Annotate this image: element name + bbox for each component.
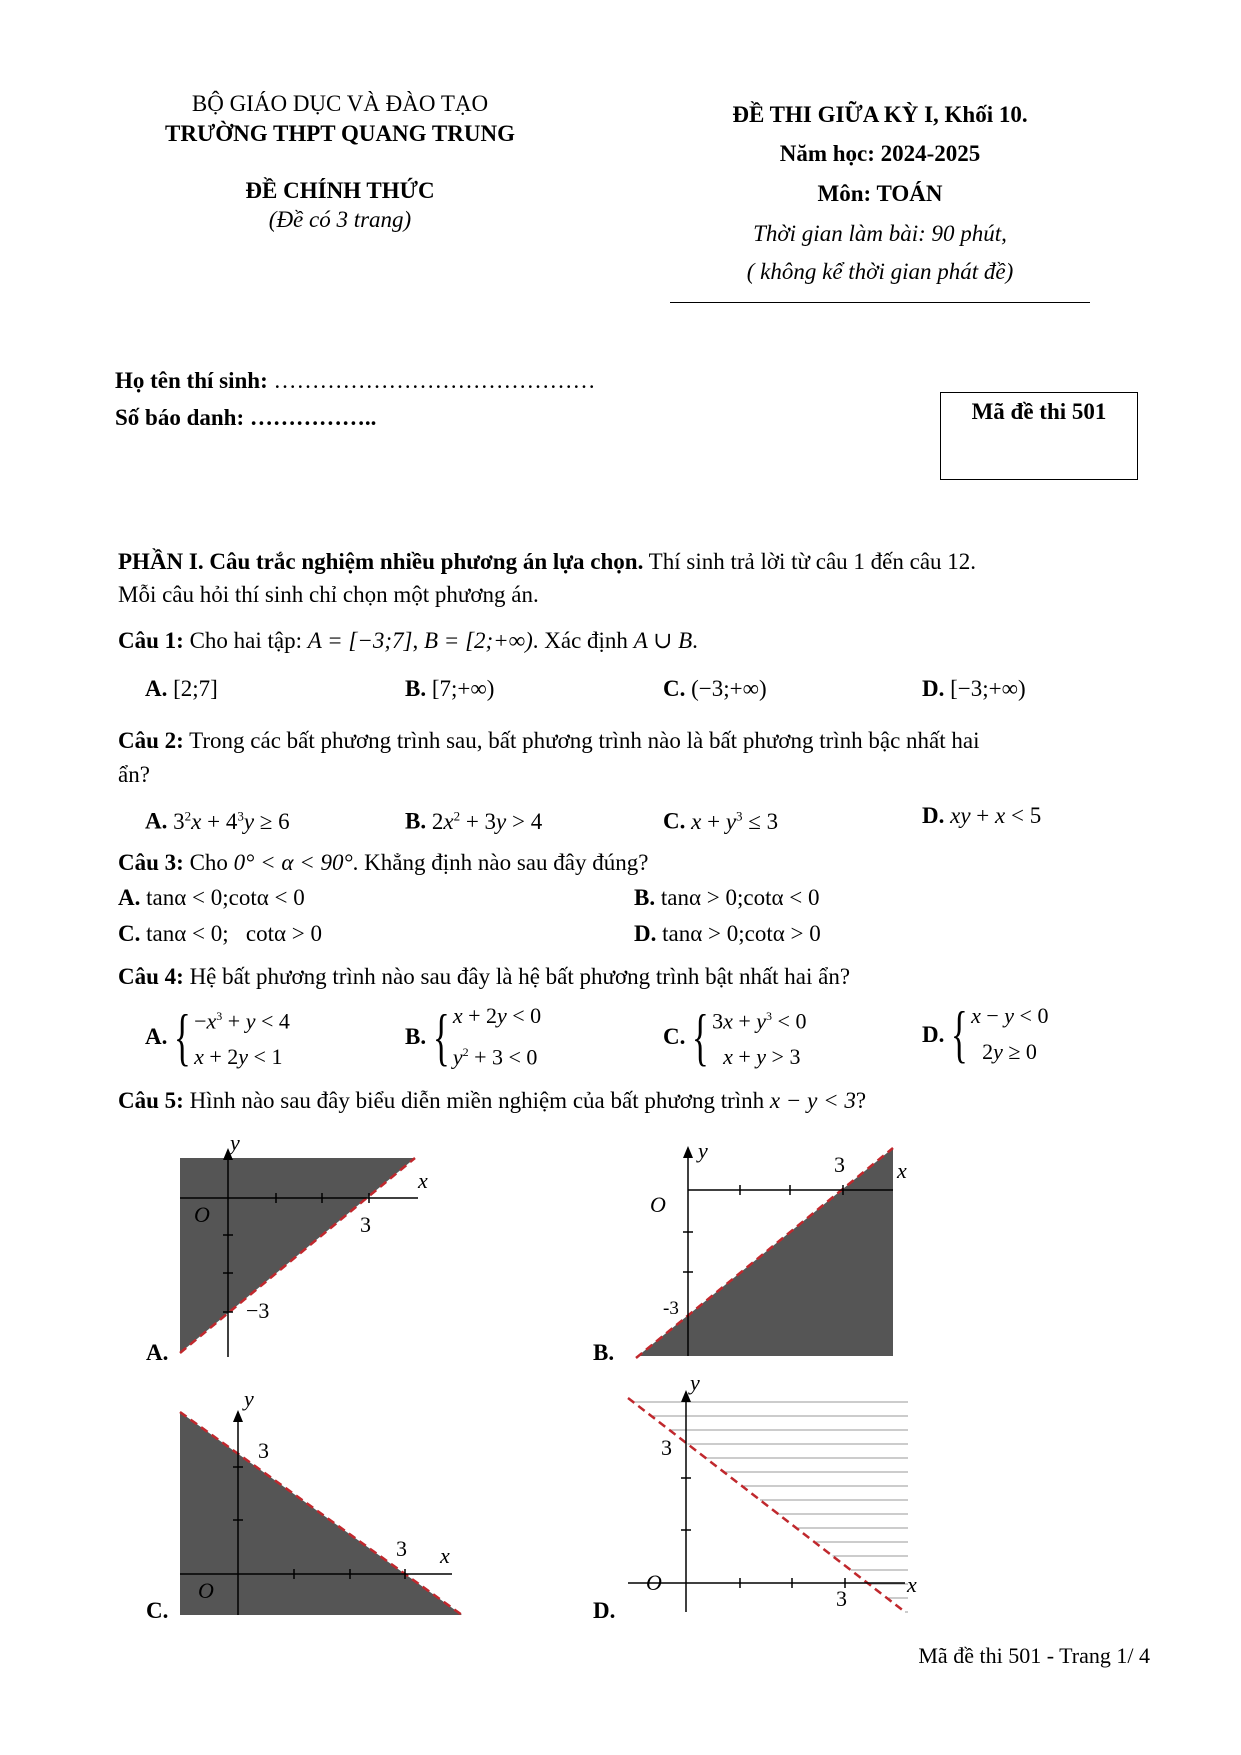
option-text: { $3x + y^3 < 0$ x + y > 3	[692, 1000, 807, 1072]
graph-c-y-arrow	[233, 1410, 243, 1422]
inequality: x − y < 3	[769, 1088, 856, 1113]
student-name-label: Họ tên thí sinh:	[115, 368, 268, 393]
option-letter: D.	[922, 1021, 945, 1047]
graph-c-x-label: x	[440, 1543, 450, 1568]
option-letter: B.	[405, 676, 427, 701]
graph-c-letter: C.	[146, 1598, 169, 1623]
graph-c-tick-3: 3	[258, 1438, 269, 1463]
question-3-label: Câu 3:	[118, 850, 184, 875]
exam-title: ĐỀ THI GIỮA KỲ I, Khối 10.	[732, 102, 1028, 127]
graph-b-origin: O	[650, 1192, 666, 1217]
question-2-text: Trong các bất phương trình sau, bất phương trình nào là bất phương trình bậc nhất hai	[183, 728, 980, 753]
option-letter: A.	[145, 808, 168, 834]
graph-c-origin: O	[198, 1578, 214, 1603]
student-id-label: Số báo danh: ……………..	[115, 405, 377, 430]
pages-note: (Đề có 3 trang)	[268, 207, 412, 232]
option-letter: D.	[634, 921, 657, 946]
question-2-label: Câu 2:	[118, 728, 184, 753]
option-text: xy + x < 5	[950, 803, 1042, 828]
question-5-end: ?	[855, 1088, 867, 1113]
graph-d-tick-3: 3	[661, 1435, 672, 1460]
option-letter: B.	[405, 808, 427, 834]
part1-instruction-2: Mỗi câu hỏi thí sinh chỉ chọn một phương án.	[118, 582, 539, 607]
option-letter: C.	[663, 1024, 686, 1050]
graph-d-ticks	[681, 1478, 845, 1588]
exam-code: Mã đề thi 501	[971, 399, 1107, 424]
graph-d-x-label: x	[907, 1572, 917, 1597]
part1-title: PHẦN I. Câu trắc nghiệm nhiều phương án lựa chọn.	[118, 549, 644, 574]
graph-c-y-label: y	[244, 1386, 254, 1411]
set-separator: ,	[412, 628, 424, 653]
option-text: tanα < 0; cotα > 0	[146, 921, 323, 946]
option-text: { x + 2y < 0 $y^2 + 3 < 0$	[433, 1000, 542, 1072]
option-text: tanα > 0;cotα < 0	[660, 885, 820, 910]
option-letter: D.	[922, 803, 945, 828]
union-expr: A ∪ B	[633, 628, 693, 653]
question-2-text-2: ẩn?	[118, 762, 150, 787]
option-text: tanα < 0;cotα < 0	[146, 885, 305, 910]
option-text: $x + y^3 \le 3$	[691, 808, 779, 834]
option-text: [−3;+∞)	[950, 676, 1026, 701]
option-text: [2;7]	[173, 676, 218, 701]
graph-d-y-label: y	[690, 1370, 700, 1395]
graph-a-tick-neg3: −3	[246, 1298, 270, 1323]
option-letter: C.	[118, 921, 141, 946]
question-3-text-2: . Khẳng định nào sau đây đúng?	[352, 850, 649, 875]
graph-d-origin: O	[646, 1570, 662, 1595]
duration: Thời gian làm bài: 90 phút,	[753, 221, 1007, 246]
option-text: [7;+∞)	[431, 676, 495, 701]
option-text: { $-x^3 + y < 4$ x + 2y < 1	[174, 1000, 290, 1072]
option-letter: C.	[663, 676, 686, 701]
footer-page: Mã đề thi 501 - Trang 1/ 4	[918, 1643, 1150, 1668]
set-b: B = [2;+∞)	[424, 628, 533, 653]
option-letter: B.	[405, 1024, 427, 1050]
graph-a	[180, 1130, 428, 1357]
duration-note: ( không kể thời gian phát đề)	[746, 259, 1014, 284]
option-text: (−3;+∞)	[691, 676, 767, 701]
ministry: BỘ GIÁO DỤC VÀ ĐÀO TẠO	[191, 91, 489, 116]
graph-a-tick-3: 3	[360, 1212, 371, 1237]
graph-c-tick-3-x: 3	[396, 1536, 407, 1561]
question-3-text: Cho	[183, 850, 234, 875]
graph-b-tick-neg3: -3	[663, 1298, 679, 1319]
question-5-text: Hình nào sau đây biểu diễn miền nghiệm của bất phương trình	[183, 1088, 770, 1113]
official-label: ĐỀ CHÍNH THỨC	[245, 178, 435, 203]
graph-c	[180, 1386, 462, 1615]
graph-d	[628, 1370, 917, 1612]
graph-a-x-label: x	[418, 1168, 428, 1193]
question-1-text-2: . Xác định	[532, 628, 634, 653]
subject: Môn: TOÁN	[817, 181, 943, 206]
option-letter: A.	[145, 1024, 168, 1050]
graph-b-y-arrow	[683, 1146, 693, 1158]
option-letter: A.	[145, 676, 168, 701]
angle-condition: 0° < α < 90°	[233, 850, 353, 875]
question-4-text: Hệ bất phương trình nào sau đây là hệ bất phương trình bật nhất hai ẩn?	[183, 964, 851, 989]
graph-b-letter: B.	[593, 1340, 615, 1365]
graph-a-letter: A.	[146, 1340, 169, 1365]
graph-d-letter: D.	[593, 1598, 616, 1623]
part1-instruction: Thí sinh trả lời từ câu 1 đến câu 12.	[643, 549, 977, 574]
question-5-label: Câu 5:	[118, 1088, 184, 1113]
question-1-label: Câu 1:	[118, 628, 184, 653]
question-4-label: Câu 4:	[118, 964, 184, 989]
question-1-end: .	[692, 628, 698, 653]
option-letter: B.	[634, 885, 656, 910]
option-letter: C.	[663, 808, 686, 834]
option-text: { x − y < 0 2y ≥ 0	[951, 998, 1049, 1069]
graph-a-origin: O	[194, 1202, 210, 1227]
graph-b	[636, 1138, 907, 1358]
student-name-dots: ……………………………………	[267, 368, 596, 393]
graph-b-tick-3: 3	[834, 1152, 845, 1177]
graph-b-y-label: y	[698, 1138, 708, 1163]
option-text: tanα > 0;cotα > 0	[662, 921, 821, 946]
graph-b-x-label: x	[897, 1158, 907, 1183]
graph-d-tick-3-x: 3	[836, 1586, 847, 1611]
school-year: Năm học: 2024-2025	[779, 141, 981, 166]
school-name: TRƯỜNG THPT QUANG TRUNG	[165, 121, 515, 146]
set-a: A = [−3;7]	[307, 628, 413, 653]
question-1-text: Cho hai tập:	[183, 628, 308, 653]
graph-a-y-label: y	[230, 1130, 240, 1155]
option-letter: D.	[922, 676, 945, 701]
option-text: $3^2x + 4^3y \ge 6$	[173, 808, 290, 834]
option-text: $2x^2 + 3y > 4$	[431, 808, 543, 834]
option-letter: A.	[118, 885, 141, 910]
